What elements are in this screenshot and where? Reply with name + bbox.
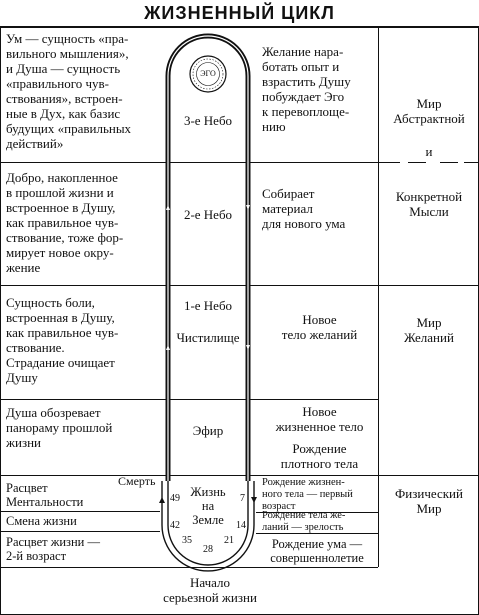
row3-center-label: 1-е Небо [183, 298, 233, 313]
age-label: 14 [236, 520, 246, 531]
age-label: 35 [182, 535, 192, 546]
row2-right-text: Собирает материал для нового ума [262, 186, 346, 231]
age-label: 28 [203, 544, 213, 555]
earth-left-item-1: Расцвет Ментальности [6, 481, 84, 509]
death-label: Смерть [118, 474, 156, 488]
page-title: ЖИЗНЕННЫЙ ЦИКЛ [144, 2, 335, 23]
world-desires-label: Мир Желаний [404, 315, 454, 345]
row4-right-text: Новое жизненное тело [275, 404, 364, 434]
row1-left-text: Ум — сущность «пра- вильного мышления», и Душа — сущность «правильного чув- ствования», встроен- ные в Дух, как базис будущих «правильных действий» [6, 31, 132, 151]
row3-center-label-2: Чистилище [176, 330, 240, 345]
age-label: 42 [170, 520, 180, 531]
world-and-label: и [425, 144, 433, 159]
age-label: 49 [170, 493, 180, 504]
row3-left-text: Сущность боли, встроенная в Душу, как правильное чув- ствование. Страдание очищает Душу [6, 295, 119, 385]
row2-center-label: 2-е Небо [183, 207, 233, 222]
earth-left-item-3: Расцвет жизни — 2-й возраст [6, 535, 100, 563]
earth-right-item-2: Рождение тела же- ланий — зрелость [262, 510, 346, 533]
earth-center-label: Жизнь на Земле [190, 485, 226, 527]
ego-label: ЭГО [200, 69, 216, 78]
earth-right-item-1: Рождение жизнен- ного тела — первый возраст [262, 477, 353, 512]
row4-center-label: Эфир [192, 423, 224, 438]
world-abstract-label: Мир Абстрактной [393, 96, 465, 126]
row3-right-text: Новое тело желаний [281, 312, 358, 342]
earth-left-item-2: Смена жизни [6, 514, 77, 528]
row4-left-text: Душа обозревает панораму прошлой жизни [6, 405, 113, 450]
row4-right-text-2: Рождение плотного тела [280, 441, 359, 471]
row2-left-text: Добро, накопленное в прошлой жизни и встроенное в Душу, как правильное чув- ствование, тоже фор- мирует новое окру- жение [6, 170, 124, 275]
row1-right-text: Желание нара- ботать опыт и взрастить Душу побуждает Эго к перевоплоще- нию [262, 44, 351, 134]
age-label: 7 [240, 493, 245, 504]
bottom-label: Начало серьезной жизни [163, 575, 257, 605]
earth-right-item-3: Рождение ума — совершеннолетие [270, 537, 364, 565]
age-label: 21 [224, 535, 234, 546]
world-concrete-label: Конкретной Мысли [395, 189, 463, 219]
row1-center-label: 3-е Небо [183, 113, 233, 128]
world-physical-label: Физический Мир [395, 486, 463, 516]
